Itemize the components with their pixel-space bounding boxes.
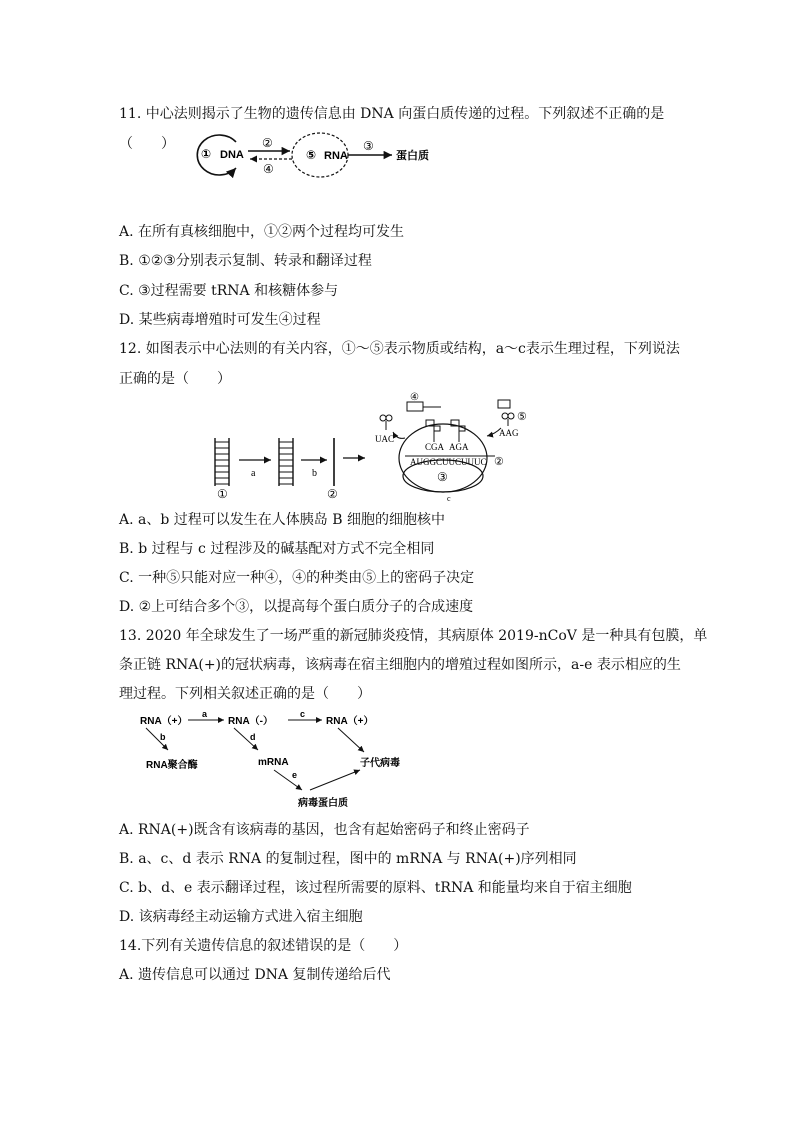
q12-dna-ladder bbox=[215, 438, 229, 486]
q13-node-mrna: mRNA bbox=[258, 757, 289, 768]
q12-anticodon-uac: UAC bbox=[375, 434, 395, 444]
q13-stem-line2: 条正链 RNA(+)的冠状病毒，该病毒在宿主细胞内的增殖过程如图所示，a-e 表示相应的生 bbox=[119, 657, 681, 673]
q13-option-c: C. b、d、e 表示翻译过程，该过程所需要的原料、tRNA 和能量均来自于宿主细胞 bbox=[119, 880, 632, 896]
q11-label-4: ④ bbox=[263, 162, 274, 176]
q12-label-5: ⑤ bbox=[517, 411, 527, 423]
q12-trna-aga bbox=[451, 420, 465, 442]
q13-label-a: a bbox=[202, 709, 208, 719]
q12-label-1: ① bbox=[217, 487, 228, 501]
q12-dna-ladder-replicated bbox=[279, 438, 293, 486]
q11-label-dna: DNA bbox=[220, 149, 244, 161]
q12-incoming-amino-acid bbox=[498, 400, 510, 408]
q12-label-4: ④ bbox=[410, 392, 419, 403]
q12-label-2-left: ② bbox=[327, 487, 338, 501]
q11-option-d: D. 某些病毒增殖时可发生④过程 bbox=[119, 312, 321, 328]
q12-amino-acid-box bbox=[407, 402, 423, 411]
q14-option-a: A. 遗传信息可以通过 DNA 复制传递给后代 bbox=[119, 967, 391, 983]
q11-label-2: ② bbox=[262, 136, 273, 150]
q11-answer-paren: （ ） bbox=[119, 136, 175, 152]
q13-node-rna-positive: RNA（+） bbox=[140, 716, 188, 727]
q12-trna-uac bbox=[380, 415, 392, 430]
q13-node-viral-protein: 病毒蛋白质 bbox=[298, 798, 348, 809]
q13-option-b: B. a、c、d 表示 RNA 的复制过程，图中的 mRNA 与 RNA(+)序列相同 bbox=[119, 851, 577, 867]
q12-trna-cga bbox=[426, 420, 440, 442]
q12-gene-expression-diagram bbox=[205, 392, 545, 506]
q12-label-a: a bbox=[251, 468, 256, 479]
q11-label-5: ⑤ bbox=[306, 148, 317, 162]
q13-stem-line1: 13. 2020 年全球发生了一场严重的新冠肺炎疫情，其病原体 2019-nCoV 是一种具有包膜，单 bbox=[119, 628, 708, 644]
q11-label-1: ① bbox=[201, 147, 212, 161]
q12-option-c: C. 一种⑤只能对应一种④，④的种类由⑤上的密码子决定 bbox=[119, 570, 475, 586]
q11-label-rna: RNA bbox=[324, 150, 348, 162]
q12-option-a: A. a、b 过程可以发生在人体胰岛 B 细胞的细胞核中 bbox=[119, 512, 445, 528]
q11-label-3: ③ bbox=[363, 139, 374, 153]
q13-node-polymerase: RNA聚合酶 bbox=[146, 760, 198, 771]
q13-option-a: A. RNA(+)既含有该病毒的基因，也含有起始密码子和终止密码子 bbox=[119, 822, 530, 838]
q12-option-d: D. ②上可结合多个③，以提高每个蛋白质分子的合成速度 bbox=[119, 599, 474, 615]
q13-option-d: D. 该病毒经主动运输方式进入宿主细胞 bbox=[119, 909, 363, 925]
q13-stem-line3: 理过程。下列相关叙述正确的是（ ） bbox=[119, 686, 371, 702]
q12-anticodon-cga: CGA bbox=[425, 442, 445, 452]
q12-trna-aag bbox=[502, 413, 514, 426]
q11-option-b: B. ①②③分别表示复制、转录和翻译过程 bbox=[119, 253, 372, 269]
q11-option-c: C. ③过程需要 tRNA 和核糖体参与 bbox=[119, 283, 339, 299]
q11-central-dogma-diagram bbox=[180, 130, 470, 182]
q12-stem-line1: 12. 如图表示中心法则的有关内容，①～⑤表示物质或结构，a～c表示生理过程，下列说法 bbox=[119, 341, 680, 357]
q12-label-3: ③ bbox=[437, 470, 448, 484]
q13-virus-replication-diagram bbox=[138, 710, 428, 812]
q12-stem-line2: 正确的是（ ） bbox=[119, 371, 231, 387]
q13-node-rna-negative: RNA（-） bbox=[228, 716, 273, 727]
q13-label-e: e bbox=[292, 770, 298, 780]
q13-label-c: c bbox=[300, 709, 306, 719]
q12-label-c: c bbox=[447, 494, 451, 503]
q13-label-b: b bbox=[160, 732, 166, 742]
q13-arrow-to-progeny bbox=[338, 728, 364, 752]
q13-node-rna-positive-2: RNA（+） bbox=[326, 716, 374, 727]
q12-label-2-right: ② bbox=[494, 456, 504, 468]
q12-label-b: b bbox=[312, 468, 317, 479]
q11-label-protein: 蛋白质 bbox=[396, 150, 429, 162]
q13-arrow-protein-to-progeny bbox=[310, 770, 360, 790]
q11-option-a: A. 在所有真核细胞中，①②两个过程均可发生 bbox=[119, 224, 405, 240]
q12-option-b: B. b 过程与 c 过程涉及的碱基配对方式不完全相同 bbox=[119, 541, 435, 557]
q12-mrna-sequence: AUGGCUUCUUUC bbox=[410, 457, 487, 467]
q13-label-d: d bbox=[250, 732, 256, 742]
q12-anticodon-aga: AGA bbox=[449, 442, 469, 452]
q13-arrow-e bbox=[274, 770, 302, 790]
q11-stem: 11. 中心法则揭示了生物的遗传信息由 DNA 向蛋白质传递的过程。下列叙述不正确的是 bbox=[119, 106, 665, 122]
q12-anticodon-aag: AAG bbox=[499, 428, 519, 438]
q13-node-progeny: 子代病毒 bbox=[360, 758, 400, 769]
q14-stem: 14.下列有关遗传信息的叙述错误的是（ ） bbox=[119, 938, 408, 954]
